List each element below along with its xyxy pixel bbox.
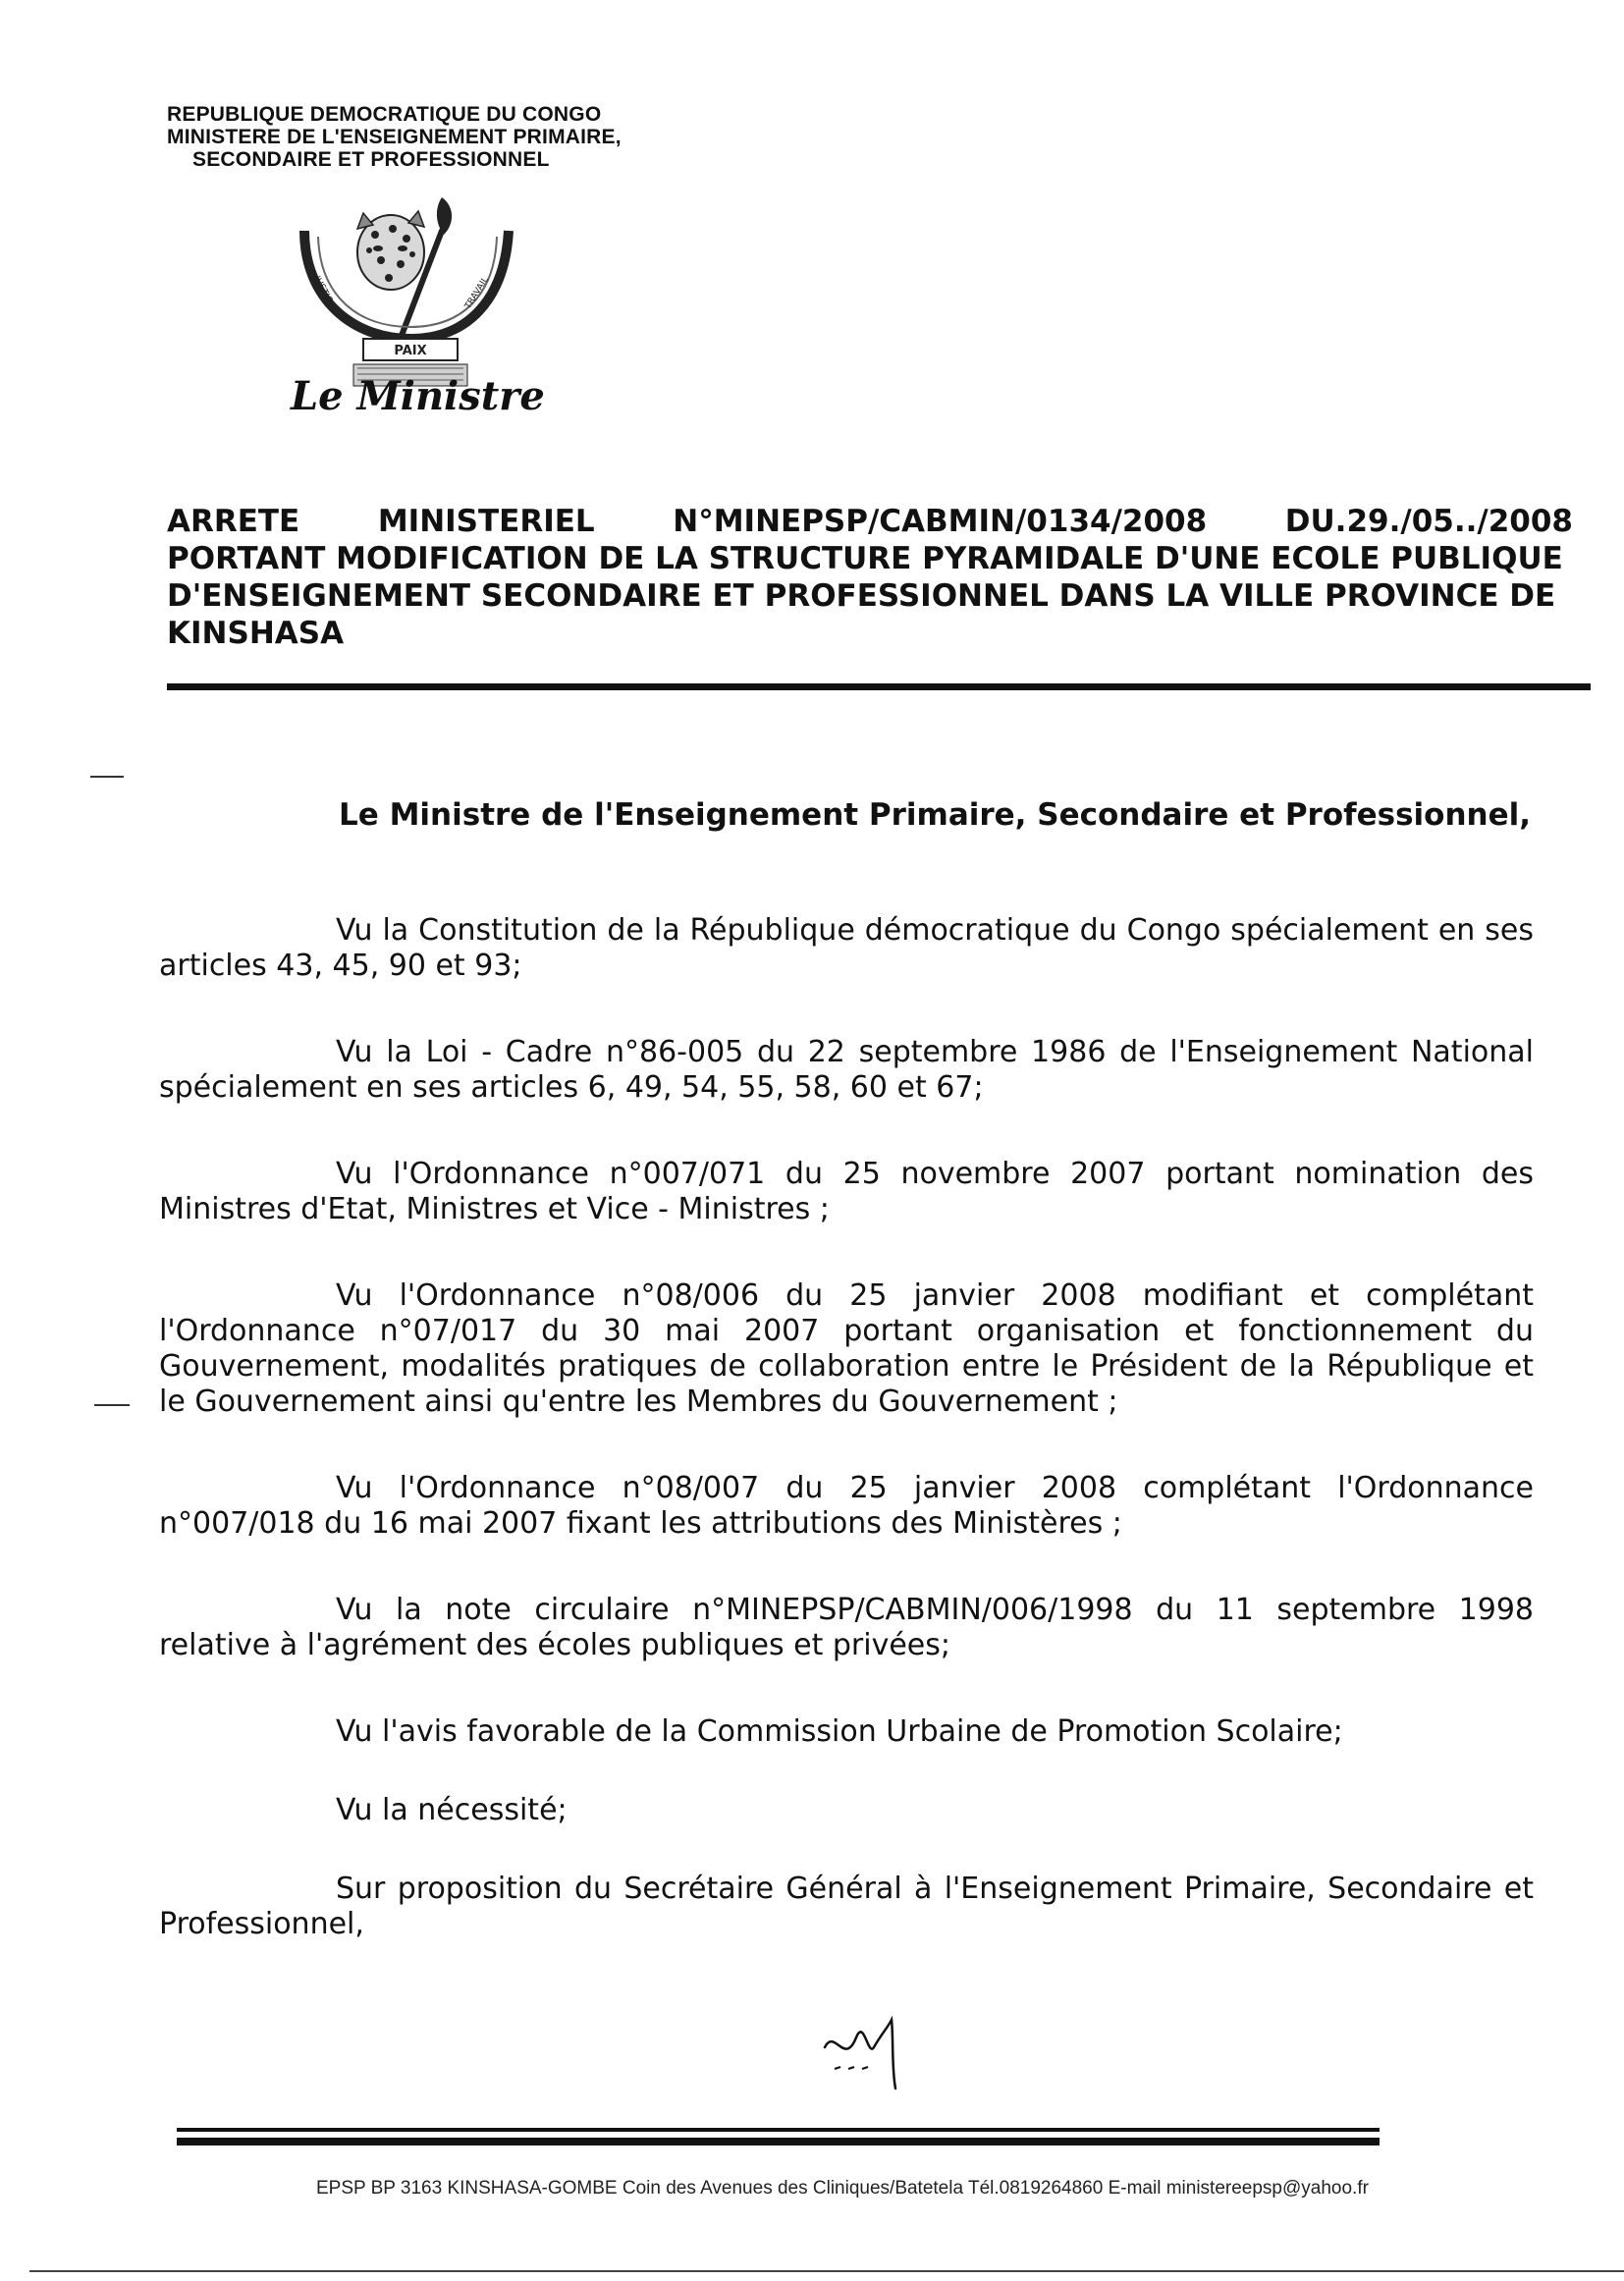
motto-center: PAIX	[394, 344, 427, 358]
coat-of-arms-emblem	[295, 191, 520, 398]
recital-paragraph: Vu l'Ordonnance n°08/006 du 25 janvier 2008 modifiant et complétant l'Ordonnance n°07/017 du 30 mai 2007 portant organisation et fonctionnement du Gouvernement, modalités pratiques de collaboration entre le Président de la République et le Gouvernement ainsi qu'entre les Membres du Gouvernement ;	[159, 1278, 1534, 1419]
decree-word-ministeriel: MINISTERIEL	[377, 504, 595, 539]
decree-title-line2: PORTANT MODIFICATION DE LA STRUCTURE PYRAMIDALE D'UNE ECOLE PUBLIQUE	[167, 541, 1563, 576]
decree-word-arrete: ARRETE	[167, 504, 300, 539]
title-divider	[167, 683, 1591, 690]
recital-paragraph: Vu l'Ordonnance n°007/071 du 25 novembre 2007 portant nomination des Ministres d'Etat, Ministres et Vice - Ministres ;	[159, 1157, 1534, 1226]
footer-divider-thin	[177, 2128, 1380, 2132]
decree-number: N°MINEPSP/CABMIN/0134/2008	[673, 504, 1208, 539]
letterhead-ministry-cont: SECONDAIRE ET PROFESSIONNEL	[192, 148, 550, 171]
decree-title-line1	[167, 503, 1573, 540]
leopard-head-icon	[357, 211, 424, 290]
recital-paragraph: Vu la Constitution de la République démocratique du Congo spécialement en ses articles 43, 45, 90 et 93;	[159, 913, 1534, 983]
initials-signature	[805, 2008, 923, 2096]
footer-divider-thick	[177, 2138, 1380, 2145]
recital-paragraph: Vu l'Ordonnance n°08/007 du 25 janvier 2008 complétant l'Ordonnance n°007/018 du 16 mai 2007 fixant les attributions des Ministères ;	[159, 1471, 1534, 1541]
decree-title-line3: D'ENSEIGNEMENT SECONDAIRE ET PROFESSIONNEL DANS LA VILLE PROVINCE DE	[167, 578, 1556, 614]
recital-paragraph: Sur proposition du Secrétaire Général à l'Enseignement Primaire, Secondaire et Professionnel,	[159, 1872, 1534, 1941]
page-bottom-line	[29, 2270, 1624, 2272]
letterhead-country: REPUBLIQUE DEMOCRATIQUE DU CONGO	[167, 103, 602, 126]
recital-paragraph: Vu la note circulaire n°MINEPSP/CABMIN/006/1998 du 11 septembre 1998 relative à l'agrément des écoles publiques et privées;	[159, 1593, 1534, 1662]
minister-heading: Le Ministre de l'Enseignement Primaire, Secondaire et Professionnel,	[339, 797, 1532, 833]
decree-date: DU.29./05../2008	[1284, 504, 1573, 539]
footer-contact: EPSP BP 3163 KINSHASA-GOMBE Coin des Avenues des Cliniques/Batetela Tél.0819264860 E-mail ministereepsp@yahoo.fr	[316, 2178, 1369, 2199]
decree-title	[167, 503, 1573, 652]
motto-right: TRAVAIL	[463, 275, 491, 311]
decree-body	[159, 913, 1534, 1993]
recital-paragraph: Vu l'avis favorable de la Commission Urbaine de Promotion Scolaire;	[336, 1714, 1343, 1749]
signatory-title: Le Ministre	[291, 373, 545, 419]
margin-mark	[90, 776, 124, 778]
recital-paragraph: Vu la Loi - Cadre n°86-005 du 22 septembre 1986 de l'Enseignement National spécialement en ses articles 6, 49, 54, 55, 58, 60 et 67;	[159, 1035, 1534, 1105]
letterhead-ministry: MINISTERE DE L'ENSEIGNEMENT PRIMAIRE,	[167, 126, 622, 148]
margin-mark	[94, 1404, 130, 1406]
decree-title-line4: KINSHASA	[167, 616, 345, 651]
recital-paragraph: Vu la nécessité;	[336, 1793, 568, 1827]
motto-left: JUSTICE	[311, 274, 337, 310]
letterhead	[167, 103, 756, 171]
